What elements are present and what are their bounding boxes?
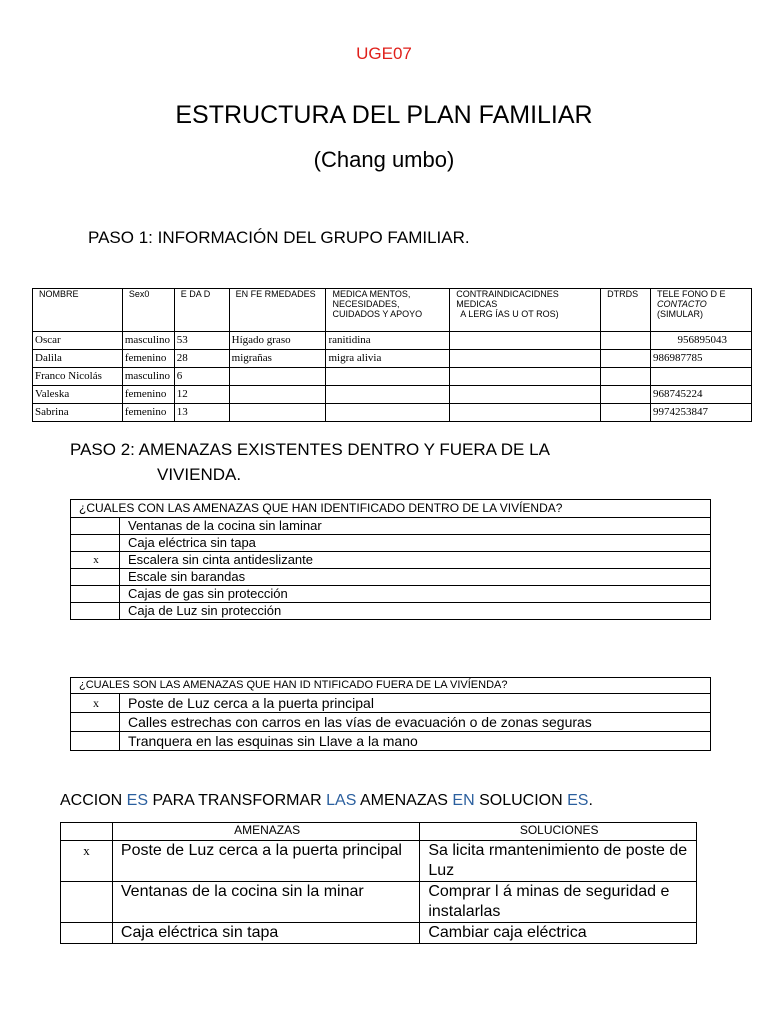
cell-solucion: Sa licita rmantenimiento de poste de Luz xyxy=(420,841,697,882)
cell-solucion: Cambiar caja eléctrica xyxy=(420,923,697,944)
list-item xyxy=(71,603,711,620)
cell-medicamentos xyxy=(326,368,450,386)
cell-solucion: Comprar l á minas de seguridad e instalarlas xyxy=(420,882,697,923)
threat-text: Cajas de gas sin protección xyxy=(120,586,711,603)
col-nombre: NOMBRE xyxy=(33,289,123,332)
family-header-row xyxy=(33,289,752,332)
threat-text: Caja de Luz sin protección xyxy=(120,603,711,620)
cell-telefono: 956895043 xyxy=(651,332,752,350)
cell-contra xyxy=(450,404,601,422)
heading-part: AMENAZAS xyxy=(356,792,453,809)
cell-otros xyxy=(601,368,651,386)
table-row xyxy=(33,386,752,404)
list-item xyxy=(71,586,711,603)
cell-telefono: 968745224 xyxy=(651,386,752,404)
cell-medicamentos: ranitidina xyxy=(326,332,450,350)
cell-enfermedades xyxy=(229,368,326,386)
threat-text: Caja eléctrica sin tapa xyxy=(120,535,711,552)
cell-edad: 12 xyxy=(174,386,229,404)
cell-edad: 6 xyxy=(174,368,229,386)
table-row xyxy=(33,332,752,350)
check-mark xyxy=(71,713,120,732)
list-item xyxy=(71,552,711,569)
cell-nombre: Oscar xyxy=(33,332,123,350)
document-code: UGE07 xyxy=(356,44,412,63)
cell-nombre: Dalila xyxy=(33,350,123,368)
cell-edad: 28 xyxy=(174,350,229,368)
outside-threats-table xyxy=(70,677,711,751)
list-item xyxy=(71,694,711,713)
check-mark: x xyxy=(71,694,120,713)
cell-contra xyxy=(450,350,601,368)
table-row xyxy=(33,404,752,422)
check-mark xyxy=(71,535,120,552)
heading-part: . xyxy=(588,792,593,809)
cell-sexo: femenino xyxy=(122,350,174,368)
check-mark xyxy=(71,603,120,620)
list-item xyxy=(71,518,711,535)
check-mark xyxy=(61,923,113,944)
cell-edad: 13 xyxy=(174,404,229,422)
cell-medicamentos: migra alivia xyxy=(326,350,450,368)
cell-nombre: Valeska xyxy=(33,386,123,404)
col-enfermedades: EN FE RMEDADES xyxy=(229,289,326,332)
cell-otros xyxy=(601,350,651,368)
col-edad: E DA D xyxy=(174,289,229,332)
cell-telefono xyxy=(651,368,752,386)
heading-part: ES xyxy=(567,792,589,809)
check-mark xyxy=(71,732,120,751)
cell-sexo: masculino xyxy=(122,368,174,386)
acciones-heading xyxy=(60,792,593,810)
heading-part: SOLUCION xyxy=(474,792,568,809)
cell-enfermedades xyxy=(229,404,326,422)
table-row xyxy=(33,368,752,386)
cell-sexo: masculino xyxy=(122,332,174,350)
check-mark: x xyxy=(61,841,113,882)
check-mark xyxy=(61,882,113,923)
cell-contra xyxy=(450,368,601,386)
list-item xyxy=(71,732,711,751)
col-medicamentos: MEDICA MENTOS, NECESIDADES, CUIDADOS Y APOYO xyxy=(326,289,450,332)
paso2-heading-line2: VIVIENDA. xyxy=(157,465,242,484)
cell-otros xyxy=(601,386,651,404)
cell-sexo: femenino xyxy=(122,386,174,404)
cell-contra xyxy=(450,332,601,350)
cell-edad: 53 xyxy=(174,332,229,350)
page-title: ESTRUCTURA DEL PLAN FAMILIAR xyxy=(175,101,593,129)
col-sexo: Sex0 xyxy=(122,289,174,332)
cell-enfermedades xyxy=(229,386,326,404)
col-tel-line2: CONTACTO xyxy=(657,299,707,309)
threat-text: Escale sin barandas xyxy=(120,569,711,586)
table-row xyxy=(61,841,697,882)
inside-threats-table xyxy=(70,499,711,620)
list-item xyxy=(71,713,711,732)
col-tel-line3: (SIMULAR) xyxy=(657,309,704,319)
actions-mark-col xyxy=(61,823,113,841)
threat-text: Calles estrechas con carros en las vías de evacuación o de zonas seguras xyxy=(120,713,711,732)
col-contra-line1: CONTRAINDICACIDNES xyxy=(456,289,559,299)
cell-telefono: 986987785 xyxy=(651,350,752,368)
heading-part: ACCION xyxy=(60,792,127,809)
col-contra-line2: MEDICAS xyxy=(456,299,498,309)
actions-header-row xyxy=(61,823,697,841)
list-item xyxy=(71,535,711,552)
outside-threats-question: ¿CUALES SON LAS AMENAZAS QUE HAN ID NTIFICADO FUERA DE LA VIVÍENDA? xyxy=(71,678,711,694)
threat-text: Tranquera en las esquinas sin Llave a la mano xyxy=(120,732,711,751)
check-mark xyxy=(71,518,120,535)
cell-amenaza: Ventanas de la cocina sin la minar xyxy=(112,882,419,923)
actions-table xyxy=(60,822,697,944)
family-table xyxy=(32,288,752,422)
col-soluciones: SOLUCIONES xyxy=(420,823,697,841)
cell-nombre: Franco Nicolás xyxy=(33,368,123,386)
heading-part: EN xyxy=(452,792,475,809)
cell-enfermedades: Hígado graso xyxy=(229,332,326,350)
col-telefono xyxy=(651,289,752,332)
check-mark xyxy=(71,586,120,603)
inside-threats-question: ¿CUALES CON LAS AMENAZAS QUE HAN IDENTIFICADO DENTRO DE LA VIVÍENDA? xyxy=(71,500,711,518)
cell-amenaza: Caja eléctrica sin tapa xyxy=(112,923,419,944)
cell-amenaza: Poste de Luz cerca a la puerta principal xyxy=(112,841,419,882)
col-tel-line1: TELE FONO D E xyxy=(657,289,726,299)
paso2-heading-line1: PASO 2: AMENAZAS EXISTENTES DENTRO Y FUERA DE LA xyxy=(70,440,550,459)
col-otros: DTRDS xyxy=(601,289,651,332)
cell-medicamentos xyxy=(326,404,450,422)
cell-nombre: Sabrina xyxy=(33,404,123,422)
table-row xyxy=(33,350,752,368)
paso2-heading xyxy=(70,437,550,487)
table-row xyxy=(61,923,697,944)
cell-medicamentos xyxy=(326,386,450,404)
heading-part: PARA TRANSFORMAR xyxy=(148,792,327,809)
cell-otros xyxy=(601,332,651,350)
page-subtitle: (Chang umbo) xyxy=(313,147,455,172)
cell-sexo: femenino xyxy=(122,404,174,422)
table-row xyxy=(61,882,697,923)
cell-telefono: 9974253847 xyxy=(651,404,752,422)
cell-enfermedades: migrañas xyxy=(229,350,326,368)
cell-otros xyxy=(601,404,651,422)
cell-contra xyxy=(450,386,601,404)
heading-part: LAS xyxy=(326,792,357,809)
heading-part: ES xyxy=(126,792,149,809)
paso1-heading: PASO 1: INFORMACIÓN DEL GRUPO FAMILIAR. xyxy=(88,228,470,247)
col-contra-line3: A LERG ÍAS U OT ROS) xyxy=(460,309,559,319)
col-contraindicaciones xyxy=(450,289,601,332)
threat-text: Escalera sin cinta antideslizante xyxy=(120,552,711,569)
col-amenazas: AMENAZAS xyxy=(112,823,419,841)
threat-text: Poste de Luz cerca a la puerta principal xyxy=(120,694,711,713)
list-item xyxy=(71,569,711,586)
threat-text: Ventanas de la cocina sin laminar xyxy=(120,518,711,535)
check-mark xyxy=(71,569,120,586)
check-mark: x xyxy=(71,552,120,569)
